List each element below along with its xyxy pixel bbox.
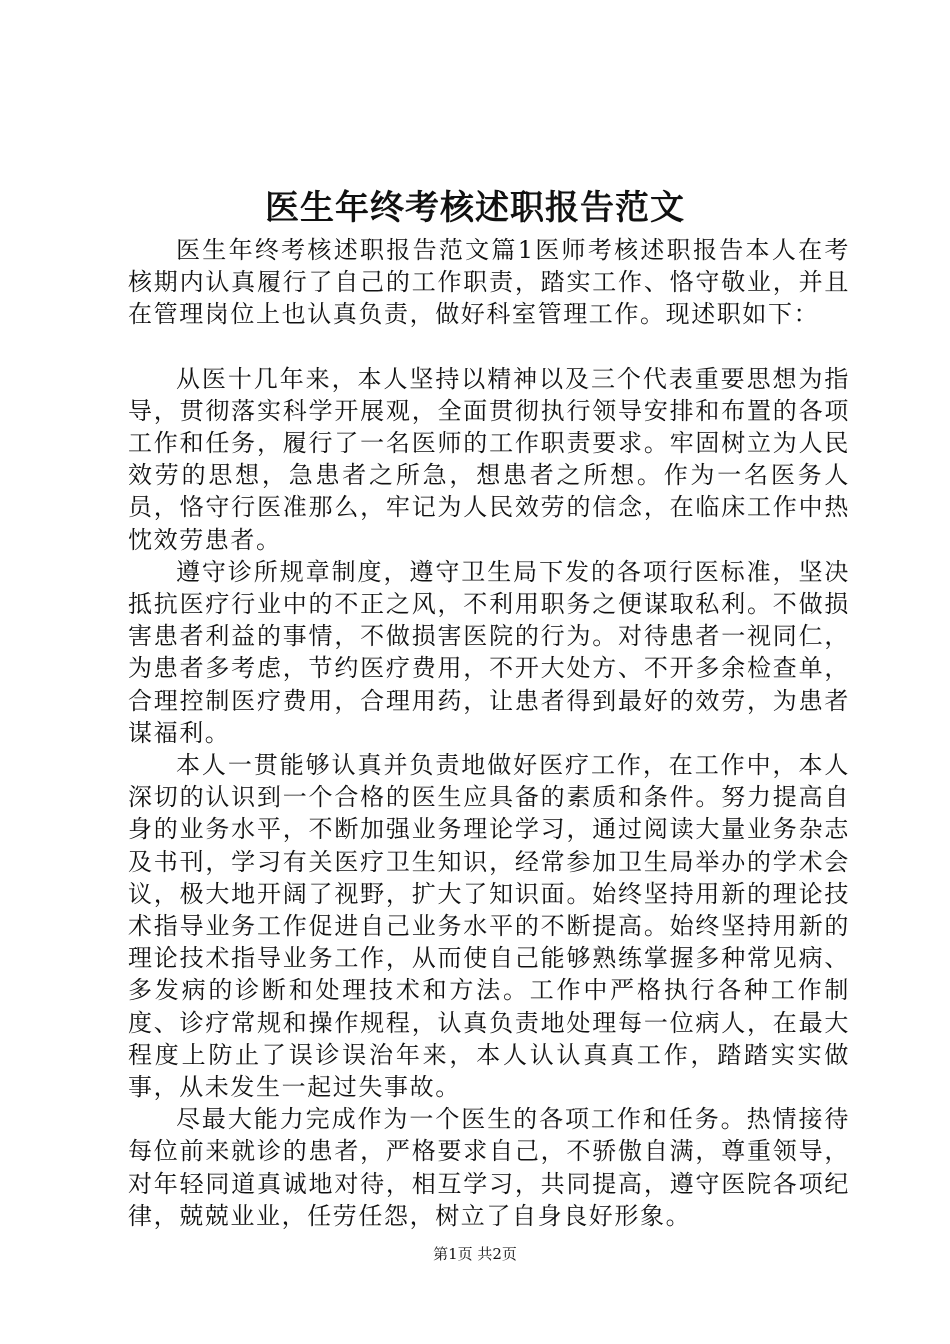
paragraph-intro: 医生年终考核述职报告范文篇1医师考核述职报告本人在考核期内认真履行了自己的工作职责，踏实工作、恪守敬业，并且在管理岗位上也认真负责，做好科室管理工作。现述职如下： (128, 236, 850, 329)
paragraph-work-attitude: 从医十几年来，本人坚持以精神以及三个代表重要思想为指导，贯彻落实科学开展观，全面贯彻执行领导安排和布置的各项工作和任务，履行了一名医师的工作职责要求。牢固树立为人民效劳的思想，急患者之所急，想患者之所想。作为一名医务人员，恪守行医准那么，牢记为人民效劳的信念，在临床工作中热忱效劳患者。 (128, 364, 850, 554)
paragraph-duties: 尽最大能力完成作为一个医生的各项工作和任务。热情接待每位前来就诊的患者，严格要求自己，不骄傲自满，尊重领导，对年轻同道真诚地对待，相互学习，共同提高，遵守医院各项纪律，兢兢业业，任劳任怨，树立了自身良好形象。 (128, 1105, 850, 1230)
document-title: 医生年终考核述职报告范文 (265, 188, 685, 228)
page-number: 第1页 共2页 (433, 1245, 517, 1263)
document-body (128, 234, 850, 1232)
paragraph-regulations: 遵守诊所规章制度，遵守卫生局下发的各项行医标准，坚决抵抗医疗行业中的不正之风，不利用职务之便谋取私利。不做损害患者利益的事情，不做损害医院的行为。对待患者一视同仁，为患者多考虑，节约医疗费用，不开大处方、不开多余检查单，合理控制医疗费用，合理用药，让患者得到最好的效劳，为患者谋福利。 (128, 557, 850, 747)
paragraph-professional-skills: 本人一贯能够认真并负责地做好医疗工作，在工作中，本人深切的认识到一个合格的医生应具备的素质和条件。努力提高自身的业务水平，不断加强业务理论学习，通过阅读大量业务杂志及书刊，学习有关医疗卫生知识，经常参加卫生局举办的学术会议，极大地开阔了视野，扩大了知识面。始终坚持用新的理论技术指导业务工作促进自己业务水平的不断提高。始终坚持用新的理论技术指导业务工作，从而使自己能够熟练掌握多种常见病、多发病的诊断和处理技术和方法。工作中严格执行各种工作制度、诊疗常规和操作规程，认真负责地处理每一位病人，在最大程度上防止了误诊误治年来，本人认认真真工作，踏踏实实做事，从未发生一起过失事故。 (128, 751, 850, 1102)
